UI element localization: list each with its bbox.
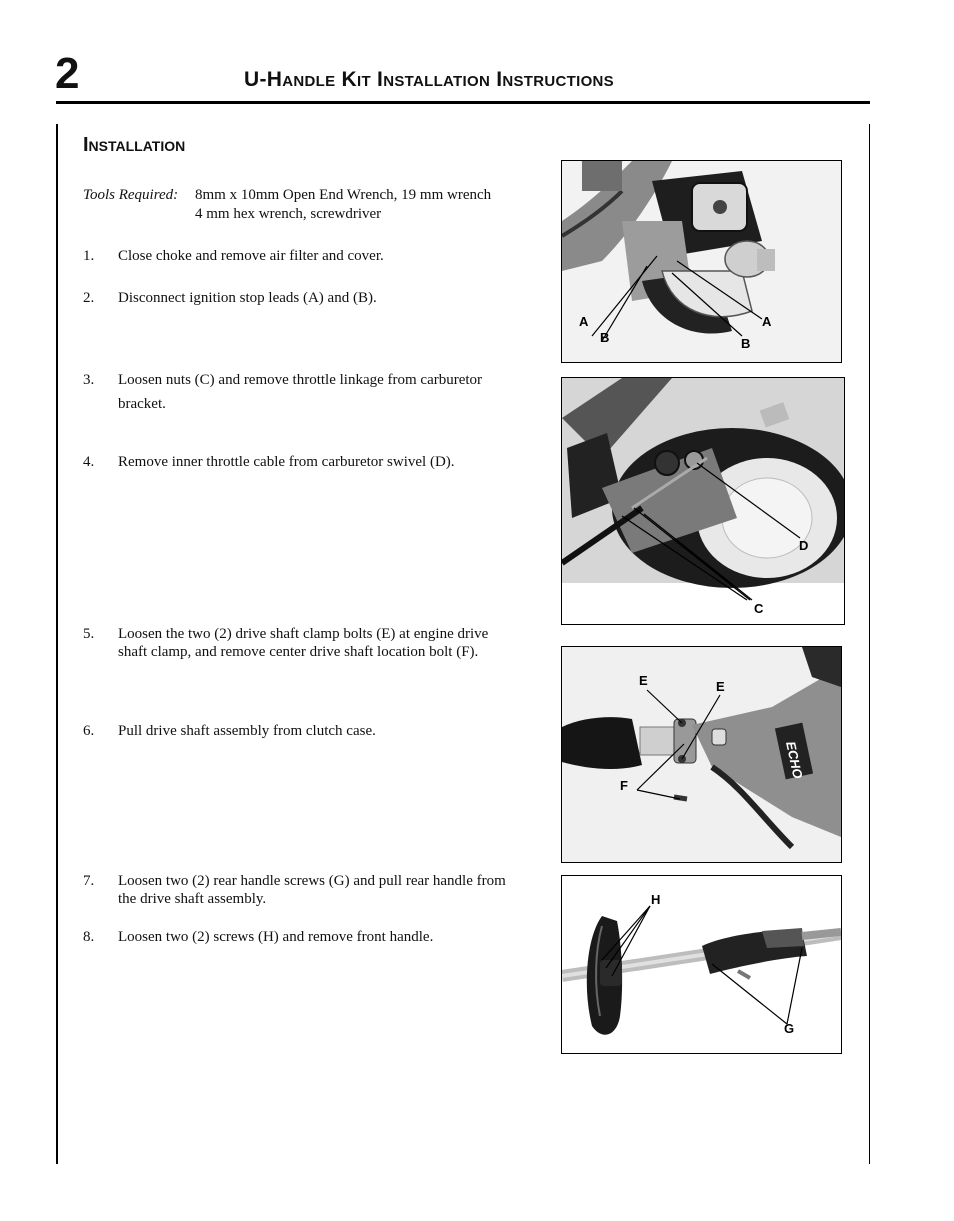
section-heading: Installation xyxy=(83,134,186,156)
step-2 xyxy=(83,289,528,307)
callout-a-right: A xyxy=(762,314,772,329)
figure-ignition-leads xyxy=(561,160,842,363)
step-number: 7. xyxy=(83,873,95,889)
step-number: 3. xyxy=(83,372,95,388)
step-text: Loosen two (2) rear handle screws (G) and pull rear handle from the drive shaft assembly. xyxy=(118,873,506,907)
step-4 xyxy=(83,453,528,471)
figure-handles xyxy=(561,875,842,1054)
callout-c: C xyxy=(754,601,764,616)
tools-label: Tools Required: xyxy=(83,187,179,203)
step-text: Close choke and remove air filter and cover. xyxy=(118,248,384,264)
step-number: 6. xyxy=(83,723,95,739)
callout-a-left: A xyxy=(579,314,589,329)
left-margin-rule xyxy=(56,124,58,1164)
step-1 xyxy=(83,247,528,265)
step-6 xyxy=(83,722,528,740)
tools-line-2: 4 mm hex wrench, screwdriver xyxy=(195,206,382,222)
callout-e-right: E xyxy=(716,679,725,694)
page-title: U-Handle Kit Installation Instructions xyxy=(244,68,614,91)
step-text: Loosen nuts (C) and remove throttle linkage from carburetor bracket. xyxy=(118,372,483,412)
step-number: 8. xyxy=(83,929,95,945)
step-text: Loosen the two (2) drive shaft clamp bolts (E) at engine drive shaft clamp, and remove center drive shaft location bolt (F). xyxy=(118,626,489,660)
step-3 xyxy=(83,368,523,416)
step-text: Pull drive shaft assembly from clutch case. xyxy=(118,723,376,739)
step-text: Remove inner throttle cable from carburetor swivel (D). xyxy=(118,454,455,470)
tools-list xyxy=(195,186,515,224)
callout-e-left: E xyxy=(639,673,648,688)
tools-required xyxy=(83,186,523,224)
callout-d: D xyxy=(799,538,809,553)
callout-h: H xyxy=(651,892,661,907)
figure-drive-shaft-clamp xyxy=(561,646,842,863)
brand-logo: ECHO xyxy=(783,739,806,780)
step-text: Disconnect ignition stop leads (A) and (B). xyxy=(118,290,377,306)
figure-carburetor xyxy=(561,377,845,625)
step-number: 4. xyxy=(83,454,95,470)
callout-g: G xyxy=(784,1021,795,1036)
step-number: 2. xyxy=(83,290,95,306)
step-7 xyxy=(83,872,528,908)
page-number: 2 xyxy=(55,49,80,98)
callout-b-right: B xyxy=(741,336,751,351)
step-number: 5. xyxy=(83,626,95,642)
step-number: 1. xyxy=(83,248,95,264)
step-5 xyxy=(83,625,528,661)
step-text: Loosen two (2) screws (H) and remove front handle. xyxy=(118,929,434,945)
tools-line-1: 8mm x 10mm Open End Wrench, 19 mm wrench xyxy=(195,187,492,203)
step-8 xyxy=(83,928,528,946)
callout-b-left: B xyxy=(600,330,610,345)
title-rule xyxy=(56,101,870,104)
callout-f: F xyxy=(620,778,628,793)
right-margin-rule xyxy=(869,124,870,1164)
